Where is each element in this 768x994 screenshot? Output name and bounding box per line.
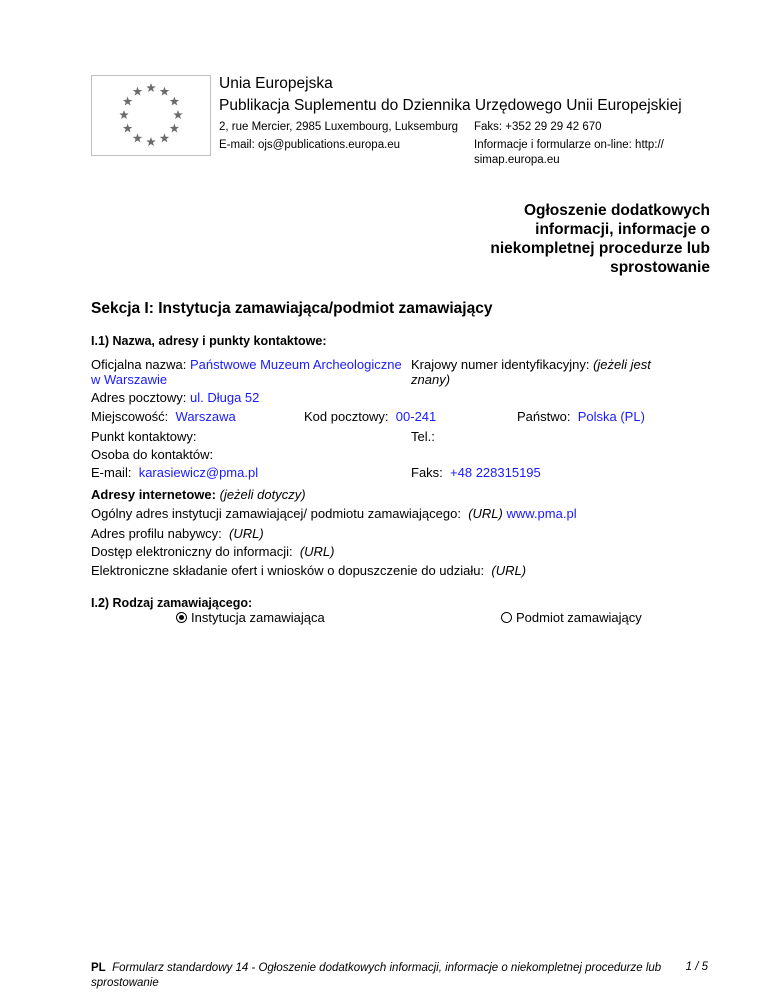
postal-value: ul. Długa 52: [190, 390, 260, 405]
flag-star-icon: [160, 87, 170, 96]
fax-value: +48 228315195: [450, 465, 541, 480]
online-info-line1: Informacje i formularze on-line: http://: [474, 139, 664, 151]
general-url-value[interactable]: www.pma.pl: [506, 506, 577, 521]
office-fax: Faks: +352 29 29 42 670: [474, 121, 602, 133]
email-value[interactable]: karasiewicz@pma.pl: [138, 465, 259, 480]
internet-title: Adresy internetowe:: [91, 487, 216, 502]
postal-row: [91, 390, 259, 405]
office-address: 2, rue Mercier, 2985 Luxembourg, Luksemburg: [219, 121, 459, 133]
notice-title-line3: niekompletnej procedurze lub: [490, 240, 710, 257]
electronic-submission-url-tag: (URL): [491, 563, 527, 578]
official-name-value-1: Państwowe Muzeum Archeologiczne: [190, 357, 402, 372]
general-url-tag: (URL): [468, 506, 503, 521]
flag-star-icon: [119, 110, 129, 119]
radio-entity-label: Podmiot zamawiający: [516, 610, 642, 625]
national-id-row: [411, 357, 651, 372]
flag-star-icon: [160, 133, 170, 142]
footer-form-text: Formularz standardowy 14 - Ogłoszenie dodatkowych informacji, informacje o niekompletnej procedurze lub sprostowanie: [91, 962, 662, 989]
fax-row: [411, 465, 541, 480]
email-label: E-mail:: [91, 465, 132, 480]
publication-title: Publikacja Suplementu do Dziennika Urzędowego Unii Europejskiej: [219, 97, 682, 114]
general-url-row: [91, 506, 577, 521]
eu-flag-logo: [91, 75, 211, 156]
flag-star-icon: [133, 87, 143, 96]
buyer-profile-url-tag: (URL): [229, 526, 264, 541]
electronic-access-label: Dostęp elektroniczny do informacji:: [91, 544, 293, 559]
notice-title-line2: informacji, informacje o: [535, 221, 710, 238]
flag-star-icon: [146, 137, 156, 146]
flag-star-icon: [123, 97, 133, 106]
buyer-profile-row: [91, 526, 264, 541]
online-info-line2[interactable]: simap.europa.eu: [474, 154, 560, 166]
country-value: Polska (PL): [577, 409, 645, 424]
buyer-profile-label: Adres profilu nabywcy:: [91, 526, 222, 541]
general-url-label: Ogólny adres instytucji zamawiającej/ podmiotu zamawiającego:: [91, 506, 461, 521]
electronic-access-row: [91, 544, 335, 559]
fax-label: Faks:: [411, 465, 443, 480]
city-value: Warszawa: [175, 409, 236, 424]
notice-title-line1: Ogłoszenie dodatkowych: [523, 202, 710, 219]
city-label: Miejscowość:: [91, 409, 169, 424]
city-row: [91, 409, 236, 424]
flag-star-icon: [170, 97, 180, 106]
notice-title: [450, 201, 710, 277]
flag-star-icon: [133, 133, 143, 142]
i11-title: I.1) Nazwa, adresy i punkty kontaktowe:: [91, 334, 327, 348]
tel-label: Tel.:: [411, 429, 435, 444]
postcode-label: Kod pocztowy:: [304, 409, 389, 424]
country-row: [517, 409, 645, 424]
national-id-label: Krajowy numer identyfikacyjny:: [411, 357, 590, 372]
postcode-row: [304, 409, 436, 424]
office-email[interactable]: E-mail: ojs@publications.europa.eu: [219, 139, 401, 151]
country-label: Państwo:: [517, 409, 571, 424]
flag-star-icon: [173, 110, 183, 119]
page-number: 1 / 5: [685, 961, 708, 973]
flag-star-icon: [123, 124, 133, 133]
electronic-submission-row: [91, 563, 526, 578]
radio-institution-label: Instytucja zamawiająca: [191, 610, 325, 625]
national-id-note-1: (jeżeli jest: [593, 357, 651, 372]
radio-unselected-icon[interactable]: [501, 612, 512, 623]
radio-institution[interactable]: [176, 610, 325, 625]
electronic-submission-label: Elektroniczne składanie ofert i wniosków o dopuszczenie do udziału:: [91, 563, 485, 578]
internet-title-row: [91, 487, 306, 502]
postcode-value: 00-241: [395, 409, 437, 424]
official-name-row: [91, 357, 402, 372]
footer-lang: PL: [91, 962, 106, 974]
radio-selected-icon[interactable]: [176, 612, 187, 623]
postal-label: Adres pocztowy:: [91, 390, 187, 405]
notice-title-line4: sprostowanie: [610, 259, 710, 276]
internet-note: (jeżeli dotyczy): [219, 487, 306, 502]
flag-star-icon: [170, 124, 180, 133]
contact-point-label: Punkt kontaktowy:: [91, 429, 197, 444]
section1-title: Sekcja I: Instytucja zamawiająca/podmiot zamawiający: [91, 300, 493, 317]
i12-title: I.2) Rodzaj zamawiającego:: [91, 596, 253, 610]
national-id-note-2: znany): [411, 372, 451, 387]
contact-person-label: Osoba do kontaktów:: [91, 447, 214, 462]
flag-star-icon: [146, 83, 156, 92]
official-name-value-2: w Warszawie: [91, 372, 168, 387]
electronic-access-url-tag: (URL): [299, 544, 335, 559]
email-row: [91, 465, 258, 480]
footer-text: [91, 961, 681, 991]
org-name: Unia Europejska: [219, 75, 333, 92]
radio-entity[interactable]: [501, 610, 642, 625]
official-name-label: Oficjalna nazwa:: [91, 357, 187, 372]
